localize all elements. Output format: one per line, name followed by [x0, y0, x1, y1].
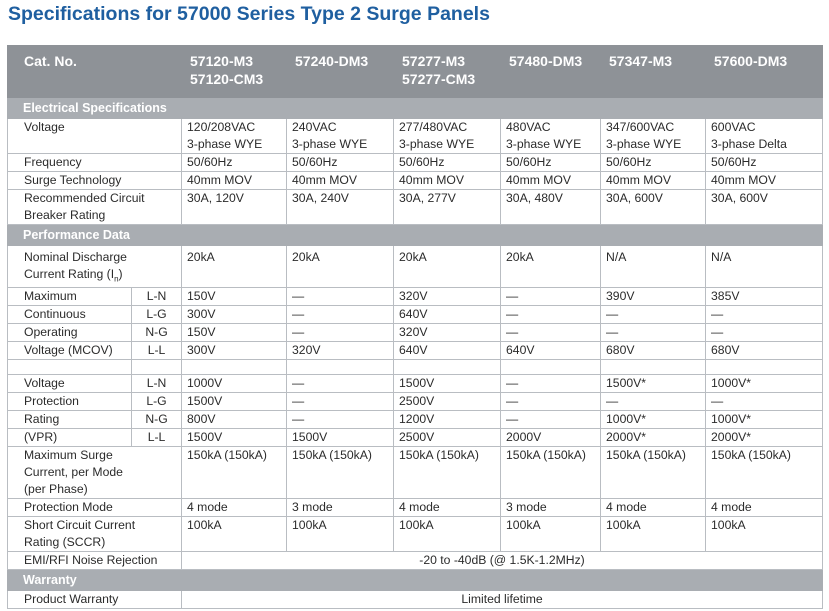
table-cell: 640V — [394, 306, 501, 324]
mode-cell: L-L — [132, 342, 182, 360]
spec-table — [7, 45, 823, 609]
vpr-label: Protection — [8, 393, 132, 411]
table-cell: 150kA (150kA) — [706, 447, 823, 499]
table-cell: 150kA (150kA) — [287, 447, 394, 499]
table-cell: 1500V — [394, 375, 501, 393]
mode-cell: L-N — [132, 375, 182, 393]
table-cell: 2000V* — [601, 429, 706, 447]
table-cell: 640V — [501, 342, 601, 360]
vpr-label: (VPR) — [8, 429, 132, 447]
spacer-cell — [706, 360, 823, 375]
table-row — [8, 288, 823, 306]
table-cell: 40mm MOV — [287, 172, 394, 190]
table-cell: 100kA — [601, 517, 706, 552]
section-warranty: Warranty — [8, 570, 823, 591]
table-row — [8, 190, 823, 225]
col-header-2: 57240-DM3 — [287, 46, 394, 98]
table-cell: 40mm MOV — [706, 172, 823, 190]
table-cell: 4 mode — [706, 499, 823, 517]
table-row — [8, 342, 823, 360]
table-cell: 150kA (150kA) — [601, 447, 706, 499]
table-row — [8, 375, 823, 393]
table-cell: 150kA (150kA) — [182, 447, 287, 499]
table-cell: — — [287, 411, 394, 429]
table-row — [8, 119, 823, 154]
table-cell: 30A, 600V — [601, 190, 706, 225]
table-cell: — — [501, 324, 601, 342]
table-cell: 3 mode — [287, 499, 394, 517]
mode-cell: L-G — [132, 306, 182, 324]
table-cell: — — [287, 288, 394, 306]
table-cell: N/A — [601, 246, 706, 288]
mcov-label: Continuous — [8, 306, 132, 324]
table-cell: — — [501, 288, 601, 306]
section-electrical: Electrical Specifications — [8, 98, 823, 119]
table-cell: 100kA — [501, 517, 601, 552]
table-cell: — — [706, 306, 823, 324]
table-cell: N/A — [706, 246, 823, 288]
row-label-frequency: Frequency — [8, 154, 182, 172]
table-cell: 320V — [394, 324, 501, 342]
col-header-6: 57600-DM3 — [706, 46, 823, 98]
table-cell: — — [501, 411, 601, 429]
table-cell: 20kA — [501, 246, 601, 288]
table-cell: 2000V* — [706, 429, 823, 447]
row-label-breaker: Recommended Circuit Breaker Rating — [8, 190, 182, 225]
row-label-protection-mode: Protection Mode — [8, 499, 182, 517]
mcov-label: Voltage (MCOV) — [8, 342, 132, 360]
table-cell: 1500V — [182, 429, 287, 447]
warranty-value: Limited lifetime — [182, 591, 823, 609]
spacer-cell — [394, 360, 501, 375]
table-cell: 150V — [182, 324, 287, 342]
table-cell: 20kA — [394, 246, 501, 288]
table-cell: 320V — [287, 342, 394, 360]
table-cell: 4 mode — [601, 499, 706, 517]
page-title: Specifications for 57000 Series Type 2 Surge Panels — [8, 3, 490, 25]
table-cell: — — [287, 324, 394, 342]
spacer-cell — [182, 360, 287, 375]
table-cell: 390V — [601, 288, 706, 306]
table-cell: 50/60Hz — [706, 154, 823, 172]
spacer-cell — [501, 360, 601, 375]
table-cell: — — [287, 393, 394, 411]
table-row — [8, 172, 823, 190]
table-cell: 50/60Hz — [501, 154, 601, 172]
table-cell: 2500V — [394, 393, 501, 411]
table-cell: 50/60Hz — [287, 154, 394, 172]
table-cell: 30A, 480V — [501, 190, 601, 225]
table-cell: 640V — [394, 342, 501, 360]
table-cell: 100kA — [706, 517, 823, 552]
table-cell: 680V — [601, 342, 706, 360]
table-cell: 800V — [182, 411, 287, 429]
table-cell: 240VAC 3-phase WYE — [287, 119, 394, 154]
table-cell: 100kA — [394, 517, 501, 552]
table-cell: 100kA — [287, 517, 394, 552]
table-cell: 480VAC 3-phase WYE — [501, 119, 601, 154]
section-row — [8, 570, 823, 591]
col-header-5: 57347-M3 — [601, 46, 706, 98]
table-cell: 50/60Hz — [601, 154, 706, 172]
cat-no-header: Cat. No. — [8, 46, 182, 98]
table-cell: 1000V* — [601, 411, 706, 429]
table-row — [8, 246, 823, 288]
table-cell: 20kA — [287, 246, 394, 288]
table-cell: 30A, 240V — [287, 190, 394, 225]
table-cell: 30A, 120V — [182, 190, 287, 225]
spacer-cell — [601, 360, 706, 375]
section-row — [8, 98, 823, 119]
table-cell: 30A, 600V — [706, 190, 823, 225]
table-cell: 1500V — [182, 393, 287, 411]
row-label-surge-technology: Surge Technology — [8, 172, 182, 190]
table-cell: 385V — [706, 288, 823, 306]
row-label-emi: EMI/RFI Noise Rejection — [8, 552, 182, 570]
table-cell: — — [601, 324, 706, 342]
table-cell: — — [601, 393, 706, 411]
table-cell: — — [601, 306, 706, 324]
table-row — [8, 552, 823, 570]
row-label-max-surge: Maximum Surge Current, per Mode (per Phase) — [8, 447, 182, 499]
table-cell: — — [501, 375, 601, 393]
table-cell: 2500V — [394, 429, 501, 447]
table-cell: 50/60Hz — [182, 154, 287, 172]
table-cell: 300V — [182, 306, 287, 324]
table-cell: 20kA — [182, 246, 287, 288]
emi-value: -20 to -40dB (@ 1.5K-1.2MHz) — [182, 552, 823, 570]
table-cell: 3 mode — [501, 499, 601, 517]
table-cell: 277/480VAC 3-phase WYE — [394, 119, 501, 154]
table-cell: 150kA (150kA) — [394, 447, 501, 499]
table-row — [8, 154, 823, 172]
vpr-label: Voltage — [8, 375, 132, 393]
table-cell: — — [501, 306, 601, 324]
row-label-nominal-discharge: Nominal Discharge Current Rating $(I_n)$ — [8, 246, 182, 288]
table-row — [8, 447, 823, 499]
col-header-4: 57480-DM3 — [501, 46, 601, 98]
table-cell: 1200V — [394, 411, 501, 429]
table-cell: — — [706, 324, 823, 342]
mode-cell: L-N — [132, 288, 182, 306]
table-cell: — — [287, 375, 394, 393]
table-cell: 100kA — [182, 517, 287, 552]
table-cell: 300V — [182, 342, 287, 360]
table-cell: 50/60Hz — [394, 154, 501, 172]
table-cell: — — [501, 393, 601, 411]
mcov-label: Maximum — [8, 288, 132, 306]
table-cell: 4 mode — [394, 499, 501, 517]
table-cell: 1000V* — [706, 411, 823, 429]
mcov-label: Operating — [8, 324, 132, 342]
mode-cell: L-L — [132, 429, 182, 447]
table-cell: 1500V* — [601, 375, 706, 393]
table-cell: 30A, 277V — [394, 190, 501, 225]
mode-cell: N-G — [132, 411, 182, 429]
spacer-cell — [132, 360, 182, 375]
table-cell: 2000V — [501, 429, 601, 447]
spacer-cell — [287, 360, 394, 375]
row-label-sccr: Short Circuit Current Rating (SCCR) — [8, 517, 182, 552]
spacer-row — [8, 360, 823, 375]
table-cell: 600VAC 3-phase Delta — [706, 119, 823, 154]
spacer-cell — [8, 360, 132, 375]
table-cell: 40mm MOV — [501, 172, 601, 190]
table-cell: 40mm MOV — [601, 172, 706, 190]
table-row — [8, 591, 823, 609]
table-row — [8, 411, 823, 429]
table-cell: 120/208VAC 3-phase WYE — [182, 119, 287, 154]
section-performance: Performance Data — [8, 225, 823, 246]
table-header-row — [8, 46, 823, 98]
row-label-voltage: Voltage — [8, 119, 182, 154]
table-row — [8, 517, 823, 552]
mode-cell: N-G — [132, 324, 182, 342]
table-row — [8, 393, 823, 411]
table-row — [8, 324, 823, 342]
table-cell: 320V — [394, 288, 501, 306]
table-cell: 1500V — [287, 429, 394, 447]
table-cell: — — [287, 306, 394, 324]
row-label-warranty: Product Warranty — [8, 591, 182, 609]
table-cell: 150kA (150kA) — [501, 447, 601, 499]
table-cell: — — [706, 393, 823, 411]
table-cell: 1000V* — [706, 375, 823, 393]
col-header-3: 57277-M3 57277-CM3 — [394, 46, 501, 98]
table-cell: 40mm MOV — [394, 172, 501, 190]
table-cell: 1000V — [182, 375, 287, 393]
table-cell: 4 mode — [182, 499, 287, 517]
section-row — [8, 225, 823, 246]
table-row — [8, 429, 823, 447]
table-row — [8, 499, 823, 517]
vpr-label: Rating — [8, 411, 132, 429]
mode-cell: L-G — [132, 393, 182, 411]
table-cell: 680V — [706, 342, 823, 360]
table-cell: 347/600VAC 3-phase WYE — [601, 119, 706, 154]
table-cell: 150V — [182, 288, 287, 306]
table-row — [8, 306, 823, 324]
col-header-1: 57120-M3 57120-CM3 — [182, 46, 287, 98]
table-cell: 40mm MOV — [182, 172, 287, 190]
